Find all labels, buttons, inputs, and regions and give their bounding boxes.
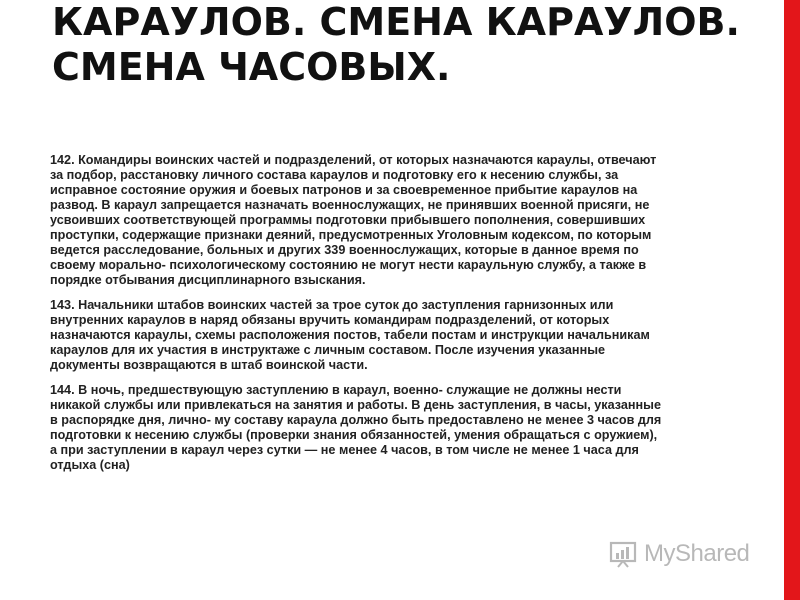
paragraph-143: 143. Начальники штабов воинских частей за трое суток до заступления гарнизонных или внутренних караулов в наряд обязаны вручить командирам подразделений, от которых назначаются караулы, схемы расположения постов, табели постам и инструкции начальникам караулов для их участия в инструктаже с личным составом. После изучения указанные документы возвращаются в штаб воинской части. bbox=[50, 297, 650, 372]
slide-title: КАРАУЛОВ. СМЕНА КАРАУЛОВ. СМЕНА ЧАСОВЫХ. bbox=[52, 0, 740, 89]
accent-bar bbox=[784, 0, 800, 600]
watermark-text: MyShared bbox=[644, 540, 750, 567]
slide-body bbox=[50, 152, 668, 482]
presentation-chart-icon bbox=[608, 539, 638, 569]
myshared-watermark bbox=[608, 537, 749, 571]
paragraph-144: 144. В ночь, предшествующую заступлению в караул, военно- служащие не должны нести никакой службы или привлекаться на занятия и работы. В день заступления, в часы, указанные в распорядке дня, лично- му составу караула должно быть предоставлено не менее 3 часов для подготовки к несению службы (проверки знания обязанностей, умения обращаться с оружием), а при заступлении в караул через сутки — не менее 4 часов, в том числе не менее 1 часа для отдыха (сна) bbox=[50, 382, 662, 472]
left-margin bbox=[0, 0, 23, 600]
paragraph-142: 142. Командиры воинских частей и подразделений, от которых назначаются караулы, отвечают за подбор, расстановку личного состава караулов и подготовку его к несению службы, за исправное состояние оружия и боевых патронов и за своевременное прибытие караулов на развод. В караул запрещается назначать военнослужащих, не принявших военной присяги, не усвоивших соответствующей программы подготовки прибывшего пополнения, совершивших проступки, содержащие признаки деяний, предусмотренных Уголовным кодексом, по которым ведется расследование, больных и других 339 военнослужащих, которые в данное время по своему морально- психологическому состоянию не могут нести караульную службу, а также в порядке отбывания дисциплинарного взыскания. bbox=[50, 152, 657, 287]
